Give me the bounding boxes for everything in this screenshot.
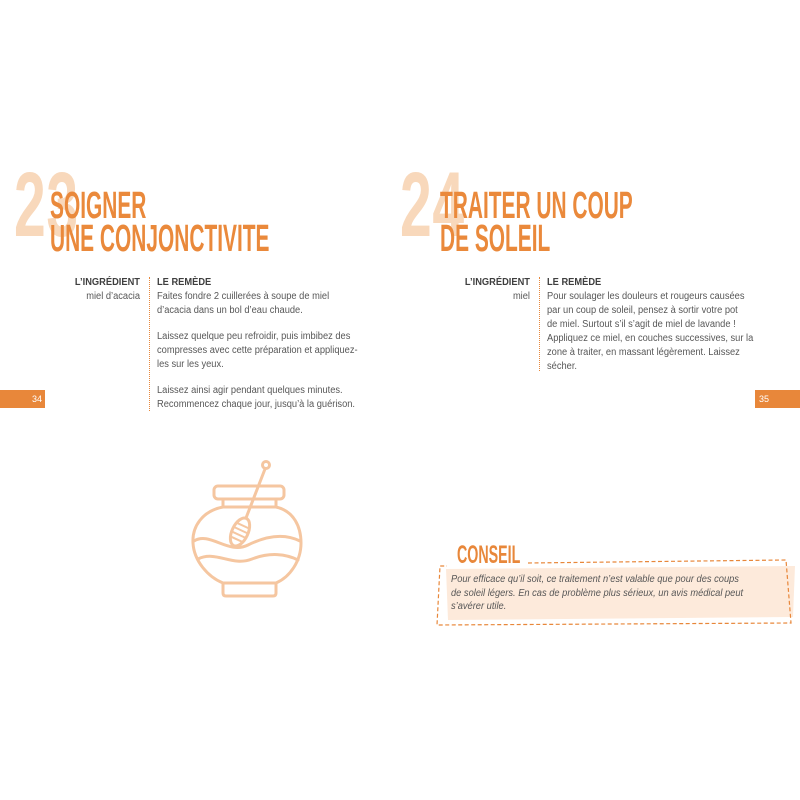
ingredient-block (437, 276, 530, 304)
remedy-line: Laissez ainsi agir pendant quelques minutes. (157, 385, 343, 396)
honey-jar-icon (180, 455, 310, 605)
remedy-line: Recommencez chaque jour, jusqu’à la guérison. (157, 399, 356, 410)
ingredient-label: L’INGRÉDIENT (74, 277, 140, 288)
recipe-title-line: UNE CONJONCTIVITE (50, 218, 270, 260)
ingredient-label: L’INGRÉDIENT (464, 277, 530, 288)
recipe-title-line: TRAITER UN COUP (440, 185, 633, 227)
honey-wave (198, 555, 298, 562)
remedy-paragraph (157, 330, 358, 372)
remedy-line: zone à traiter, en massant légèrement. Laissez (547, 347, 740, 358)
remedy-line: d’acacia dans un bol d’eau chaude. (157, 305, 303, 316)
remedy-label: LE REMÈDE (547, 277, 602, 288)
remedy-line: Pour soulager les douleurs et rougeurs causées (547, 291, 745, 302)
ingredient-block (47, 276, 140, 304)
remedy-label: LE REMÈDE (157, 277, 212, 288)
tip-line: Pour efficace qu’il soit, ce traitement n’est valable que pour des coups (451, 574, 739, 585)
recipe-title-line: SOIGNER (50, 185, 147, 227)
ingredient-value: miel d’acacia (86, 291, 140, 302)
recipe-title (50, 185, 270, 260)
recipe-number: 23 (14, 154, 79, 256)
remedy-line: compresses avec cette préparation et appliquez- (157, 345, 358, 356)
page-number-tab: 34 (0, 390, 45, 408)
remedy-line: par un coup de soleil, pensez à sortir votre pot (547, 305, 738, 316)
remedy-block (157, 276, 358, 412)
remedy-paragraph (157, 290, 358, 318)
recipe-number: 24 (400, 154, 465, 256)
tip-line: s’avérer utile. (451, 601, 507, 612)
dotted-divider (539, 277, 540, 371)
ingredient-value: miel (512, 291, 530, 302)
dotted-divider (149, 277, 150, 411)
tip-title: CONSEIL (457, 541, 521, 569)
remedy-line: de miel. Surtout s’il s’agit de miel de lavande ! (547, 319, 736, 330)
remedy-line: les sur les yeux. (157, 359, 224, 370)
remedy-line: Appliquez ce miel, en couches successives, sur la (547, 333, 754, 344)
jar-lid (214, 486, 284, 499)
page-number-tab: 35 (755, 390, 800, 408)
remedy-line: Laissez quelque peu refroidir, puis imbibez des (157, 331, 351, 342)
right-page (400, 0, 800, 800)
honey-dipper-icon (226, 462, 269, 549)
jar-base (223, 583, 276, 596)
tip-line: de soleil légers. En cas de problème plus sérieux, un avis médical peut (451, 587, 744, 599)
tip-text (451, 573, 743, 614)
recipe-title-line: DE SOLEIL (440, 218, 551, 260)
remedy-line: Faites fondre 2 cuillerées à soupe de miel (157, 291, 330, 302)
remedy-paragraph (547, 290, 753, 374)
remedy-line: sécher. (547, 361, 577, 372)
recipe-title (440, 185, 633, 260)
remedy-paragraph (157, 384, 358, 412)
remedy-block (547, 276, 753, 374)
